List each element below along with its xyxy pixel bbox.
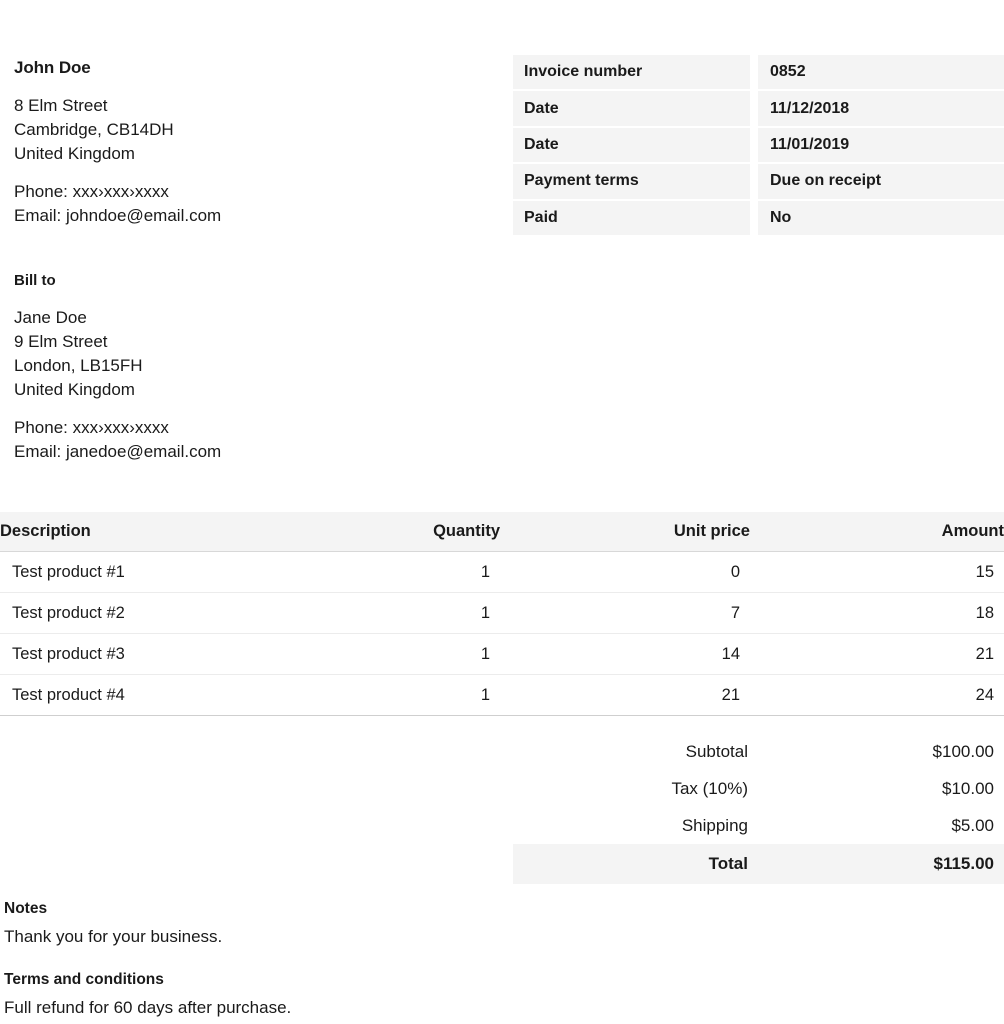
item-unit-price: 14 (500, 633, 750, 674)
table-row (513, 807, 1004, 844)
table-row (513, 164, 1004, 200)
detail-value: Due on receipt (758, 164, 1004, 200)
detail-label: Date (513, 91, 758, 127)
item-unit-price: 0 (500, 551, 750, 592)
table-row (0, 633, 1004, 674)
table-row (513, 91, 1004, 127)
detail-value: 0852 (758, 55, 1004, 91)
item-unit-price: 7 (500, 592, 750, 633)
recipient-address (14, 306, 484, 402)
table-row (513, 55, 1004, 91)
total-label: Total (513, 844, 758, 884)
sender-address-line: United Kingdom (14, 144, 135, 163)
subtotal-value: $100.00 (932, 741, 994, 761)
item-quantity: 1 (360, 633, 500, 674)
table-row (0, 674, 1004, 715)
recipient-address-line: London, LB15FH (14, 356, 143, 375)
table-row (513, 770, 1004, 807)
recipient-address-line: United Kingdom (14, 380, 135, 399)
tax-value: $10.00 (942, 778, 994, 798)
detail-value: 11/12/2018 (758, 91, 1004, 127)
item-amount: 24 (750, 674, 1004, 715)
shipping-value: $5.00 (951, 815, 994, 835)
table-row (513, 128, 1004, 164)
item-amount: 18 (750, 592, 1004, 633)
detail-value: 11/01/2019 (758, 128, 1004, 164)
item-quantity: 1 (360, 674, 500, 715)
sender-email: Email: johndoe@email.com (14, 206, 222, 225)
column-header-amount: Amount (750, 512, 1004, 551)
sender-address-line: Cambridge, CB14DH (14, 120, 174, 139)
subtotal-label: Subtotal (685, 741, 748, 761)
detail-label: Paid (513, 201, 758, 237)
column-header-quantity: Quantity (360, 512, 500, 551)
item-unit-price: 21 (500, 674, 750, 715)
detail-label: Invoice number (513, 55, 758, 91)
item-amount: 21 (750, 633, 1004, 674)
sender-address (14, 94, 484, 166)
recipient-email: Email: janedoe@email.com (14, 442, 222, 461)
total-value: $115.00 (758, 844, 1004, 884)
item-description: Test product #3 (0, 633, 360, 674)
item-description: Test product #4 (0, 674, 360, 715)
detail-label: Date (513, 128, 758, 164)
table-row (513, 201, 1004, 237)
recipient-name: Jane Doe (14, 308, 87, 327)
sender-name: John Doe (14, 58, 91, 77)
recipient-contact (14, 416, 484, 464)
item-description: Test product #1 (0, 551, 360, 592)
terms-body: Full refund for 60 days after purchase. (4, 998, 292, 1017)
item-amount: 15 (750, 551, 1004, 592)
detail-label: Payment terms (513, 164, 758, 200)
item-quantity: 1 (360, 592, 500, 633)
table-header-row (0, 512, 1004, 551)
item-quantity: 1 (360, 551, 500, 592)
notes-body: Thank you for your business. (4, 927, 223, 946)
detail-value: No (758, 201, 1004, 237)
shipping-label: Shipping (681, 815, 748, 835)
notes-and-terms (4, 898, 704, 1020)
sender-address-line: 8 Elm Street (14, 96, 108, 115)
terms-heading: Terms and conditions (4, 971, 164, 988)
table-row (0, 551, 1004, 592)
sender-phone: Phone: xxx›xxx›xxxx (14, 182, 169, 201)
bill-to-block (14, 270, 484, 464)
item-description: Test product #2 (0, 592, 360, 633)
table-row (0, 592, 1004, 633)
line-items-table (0, 512, 1004, 716)
recipient-phone: Phone: xxx›xxx›xxxx (14, 418, 169, 437)
recipient-address-line: 9 Elm Street (14, 332, 108, 351)
bill-to-heading: Bill to (14, 272, 56, 289)
column-header-description: Description (0, 512, 360, 551)
table-row (513, 733, 1004, 770)
tax-label: Tax (10%) (671, 778, 748, 798)
sender-block (14, 56, 484, 228)
notes-heading: Notes (4, 900, 48, 917)
sender-contact (14, 180, 484, 228)
table-row-total (513, 844, 1004, 884)
column-header-unit-price: Unit price (500, 512, 750, 551)
invoice-details-table (513, 55, 1004, 237)
totals-table (513, 733, 1004, 884)
